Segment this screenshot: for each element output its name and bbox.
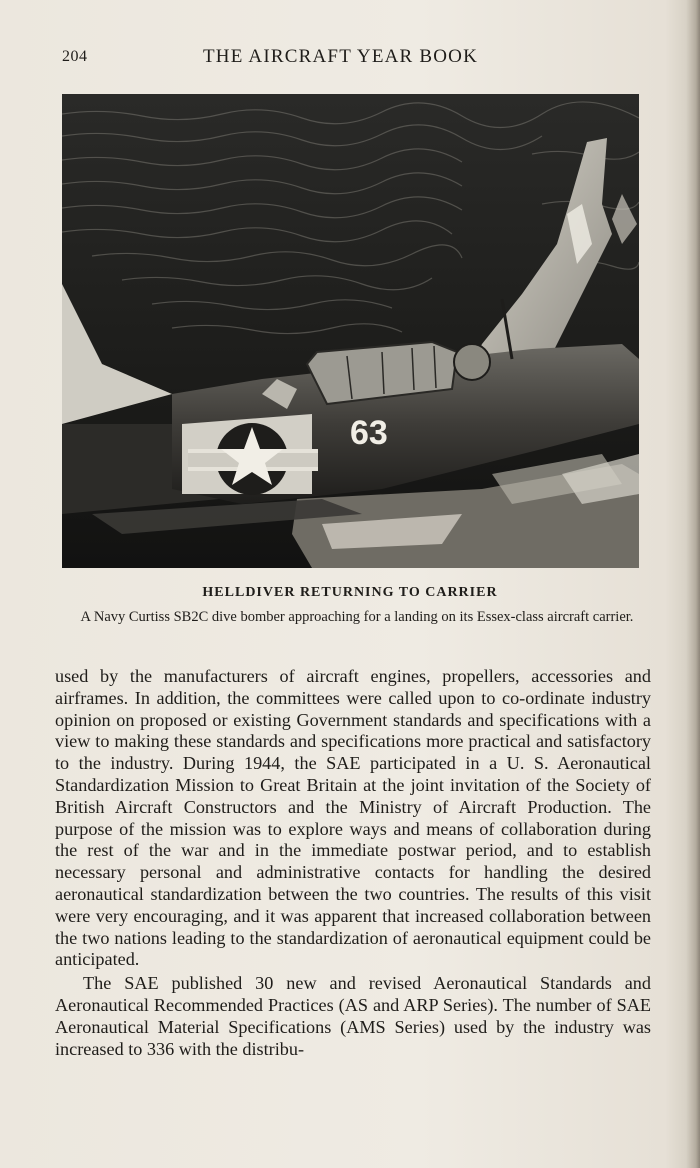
page-gutter-shadow — [686, 0, 700, 1168]
running-header — [62, 46, 532, 70]
paragraph-2: The SAE published 30 new and revised Aeronautical Standards and Aeronautical Recommended Practices (AS and ARP Series). The number of SAE Aeronautical Material Specifications (AMS Series) used by the industry was increased to 336 with the distribu- — [55, 973, 651, 1059]
photo-illustration — [62, 94, 639, 568]
aircraft-number: 63 — [350, 414, 388, 452]
photo-caption-description: A Navy Curtiss SB2C dive bomber approaching for a landing on its Essex-class aircraft carrier. — [80, 609, 634, 625]
book-title: THE AIRCRAFT YEAR BOOK — [203, 46, 479, 67]
photo-caption-title: HELLDIVER RETURNING TO CARRIER — [202, 585, 498, 600]
page-number: 204 — [62, 48, 88, 65]
body-text — [55, 666, 651, 1060]
helldiver-photo — [62, 94, 639, 568]
paragraph-1: used by the manufacturers of aircraft engines, propellers, accessories and airframes. In addition, the committees were called upon to co-ordinate industry opinion on proposed or existing Government standards and specifications with a view to making these standards and specifications more practical and satisfactory to the industry. During 1944, the SAE participated in a U. S. Aeronautical Standardization Mission to Great Britain at the joint invitation of the Society of British Aircraft Constructors and the Ministry of Aircraft Production. The purpose of the mission was to explore ways and means of collaboration during the rest of the war and in the immediate postwar period, and to establish necessary personal and administrative contacts for handling the desired aeronautical standardization between the two countries. The results of this visit were very encouraging, and it was apparent that increased collaboration between the two nations leading to the standardization of aeronautical equipment could be anticipated. — [55, 666, 651, 970]
